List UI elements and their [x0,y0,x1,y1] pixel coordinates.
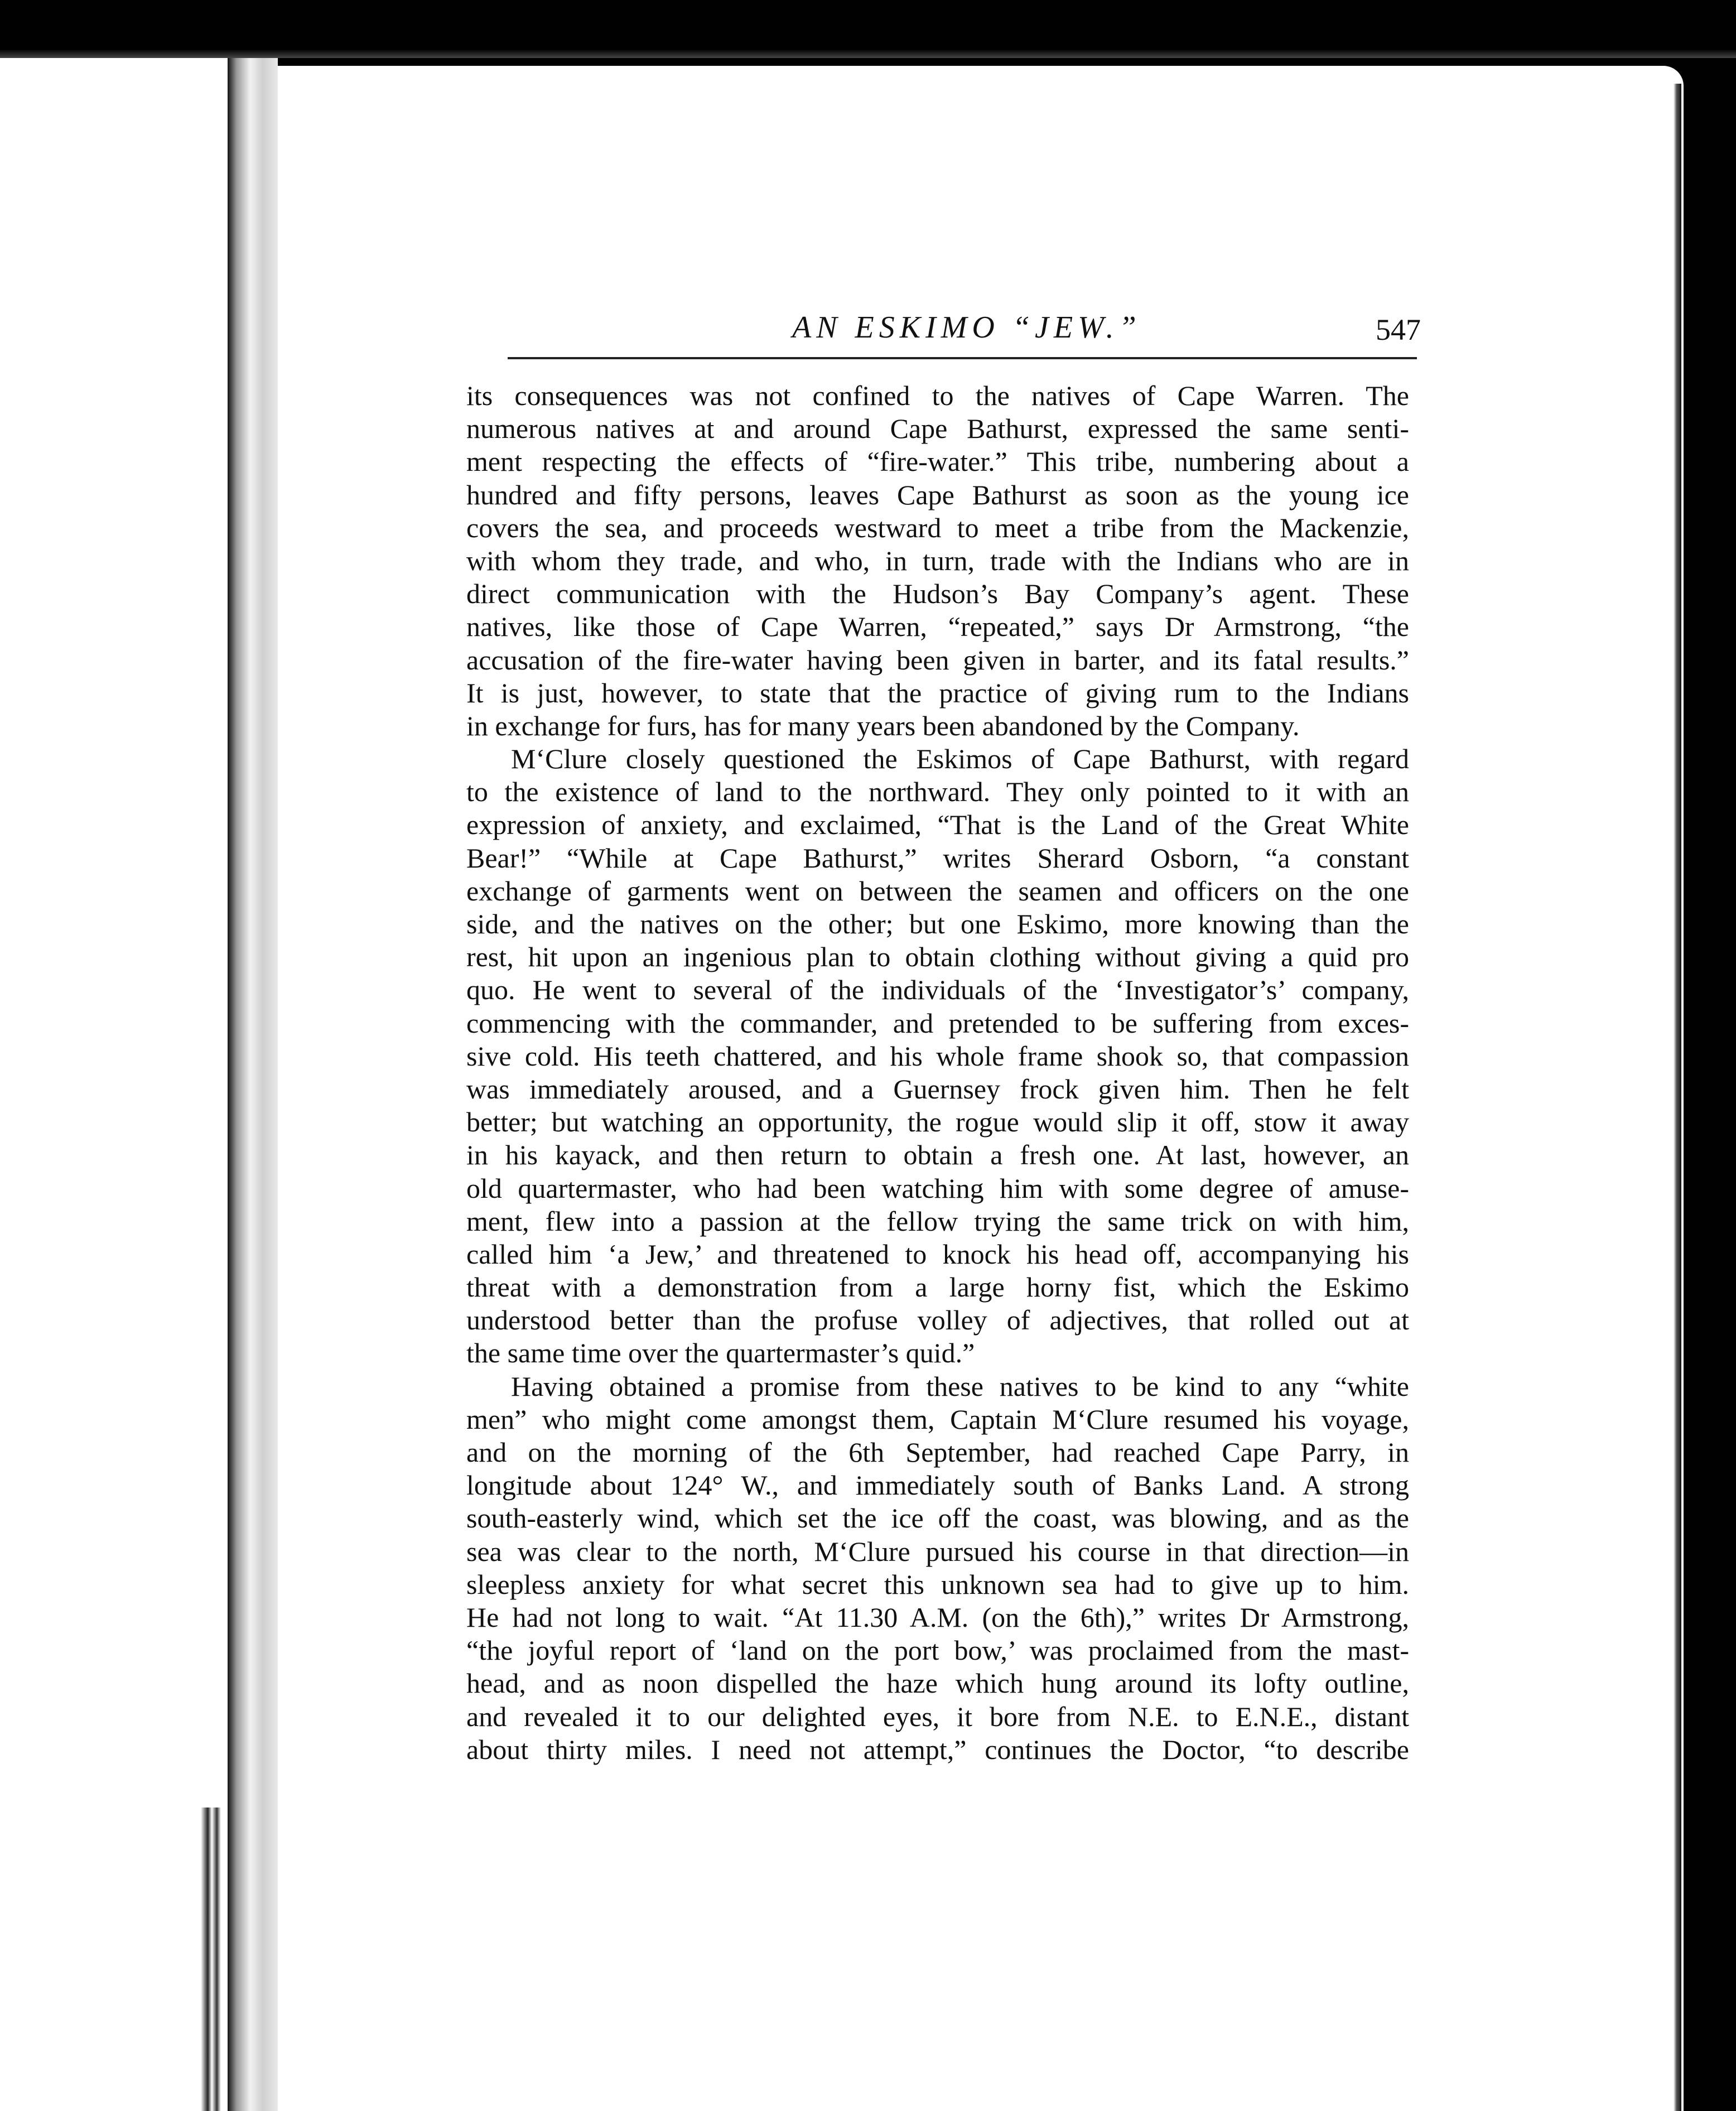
text-line: “the joyful report of ‘land on the port bow,’ was proclaimed from the mast- [466,1635,1409,1666]
text-line: ment, flew into a passion at the fellow trying the same trick on with him, [466,1205,1409,1237]
scan-top-shadow [0,49,1736,58]
book-gutter [228,58,278,2111]
text-line: numerous natives at and around Cape Bathurst, expressed the same senti- [466,413,1409,445]
text-line: rest, hit upon an ingenious plan to obtain clothing without giving a quid pro [466,941,1409,973]
text-line: the same time over the quartermaster’s quid.” [466,1337,975,1369]
text-line: its consequences was not confined to the natives of Cape Warren. The [466,380,1409,411]
text-line: covers the sea, and proceeds westward to meet a tribe from the Mackenzie, [466,512,1409,543]
left-page [0,58,228,2111]
text-line: longitude about 124° W., and immediately south of Banks Land. A strong [466,1469,1409,1501]
text-line: Having obtained a promise from these natives to be kind to any “white [511,1370,1409,1402]
text-line: sea was clear to the north, M‘Clure pursued his course in that direction—in [466,1535,1409,1567]
header-rule [508,357,1417,359]
text-line: was immediately aroused, and a Guernsey frock given him. Then he felt [466,1073,1409,1105]
text-line: natives, like those of Cape Warren, “repeated,” says Dr Armstrong, “the [466,611,1409,643]
text-line: Bear!” “While at Cape Bathurst,” writes Sherard Osborn, “a constant [466,842,1409,874]
text-line: He had not long to wait. “At 11.30 A.M. (on the 6th),” writes Dr Armstrong, [466,1601,1409,1633]
text-line: with whom they trade, and who, in turn, trade with the Indians who are in [466,544,1409,576]
running-head: AN ESKIMO “JEW.” [792,310,1141,345]
text-line: understood better than the profuse volley of adjectives, that rolled out at [466,1304,1409,1336]
text-line: in exchange for furs, has for many years been abandoned by the Company. [466,710,1300,741]
right-page-edge [1674,84,1681,2111]
text-line: hundred and fifty persons, leaves Cape Bathurst as soon as the young ice [466,479,1409,510]
text-line: commencing with the commander, and pretended to be suffering from exces- [466,1007,1409,1039]
text-line: direct communication with the Hudson’s Bay Company’s agent. These [466,578,1409,610]
body-text [466,379,1409,1766]
text-line: threat with a demonstration from a large horny fist, which the Eskimo [466,1271,1409,1303]
text-line: called him ‘a Jew,’ and threatened to knock his head off, accompanying his [466,1238,1409,1270]
text-line: old quartermaster, who had been watching him with some degree of amuse- [466,1172,1409,1204]
text-line: and revealed it to our delighted eyes, it bore from N.E. to E.N.E., distant [466,1700,1409,1732]
text-line: to the existence of land to the northward. They only pointed to it with an [466,776,1409,808]
text-line: about thirty miles. I need not attempt,” continues the Doctor, “to describe [466,1733,1409,1765]
text-line: south-easterly wind, which set the ice off the coast, was blowing, and as the [466,1502,1409,1534]
text-line: men” who might come amongst them, Captain M‘Clure resumed his voyage, [466,1403,1409,1435]
text-line: accusation of the fire-water having been given in barter, and its fatal results.” [466,644,1409,676]
text-line: exchange of garments went on between the seamen and officers on the one [466,875,1409,907]
left-page-edge [201,1808,221,2111]
text-line: ment respecting the effects of “fire-water.” This tribe, numbering about a [466,446,1409,478]
text-line: head, and as noon dispelled the haze which hung around its lofty outline, [466,1667,1409,1699]
text-line: M‘Clure closely questioned the Eskimos of Cape Bathurst, with regard [511,743,1409,775]
text-line: It is just, however, to state that the practice of giving rum to the Indians [466,677,1409,709]
text-line: and on the morning of the 6th September, had reached Cape Parry, in [466,1437,1409,1468]
text-line: better; but watching an opportunity, the rogue would slip it off, stow it away [466,1106,1409,1138]
text-line: in his kayack, and then return to obtain a fresh one. At last, however, an [466,1139,1409,1171]
text-line: side, and the natives on the other; but one Eskimo, more knowing than the [466,908,1409,939]
text-line: sleepless anxiety for what secret this unknown sea had to give up to him. [466,1568,1409,1600]
text-line: quo. He went to several of the individuals of the ‘Investigator’s’ company, [466,974,1409,1006]
text-line: expression of anxiety, and exclaimed, “That is the Land of the Great White [466,809,1409,841]
page-number: 547 [1376,313,1421,346]
text-line: sive cold. His teeth chattered, and his whole frame shook so, that compassion [466,1040,1409,1072]
